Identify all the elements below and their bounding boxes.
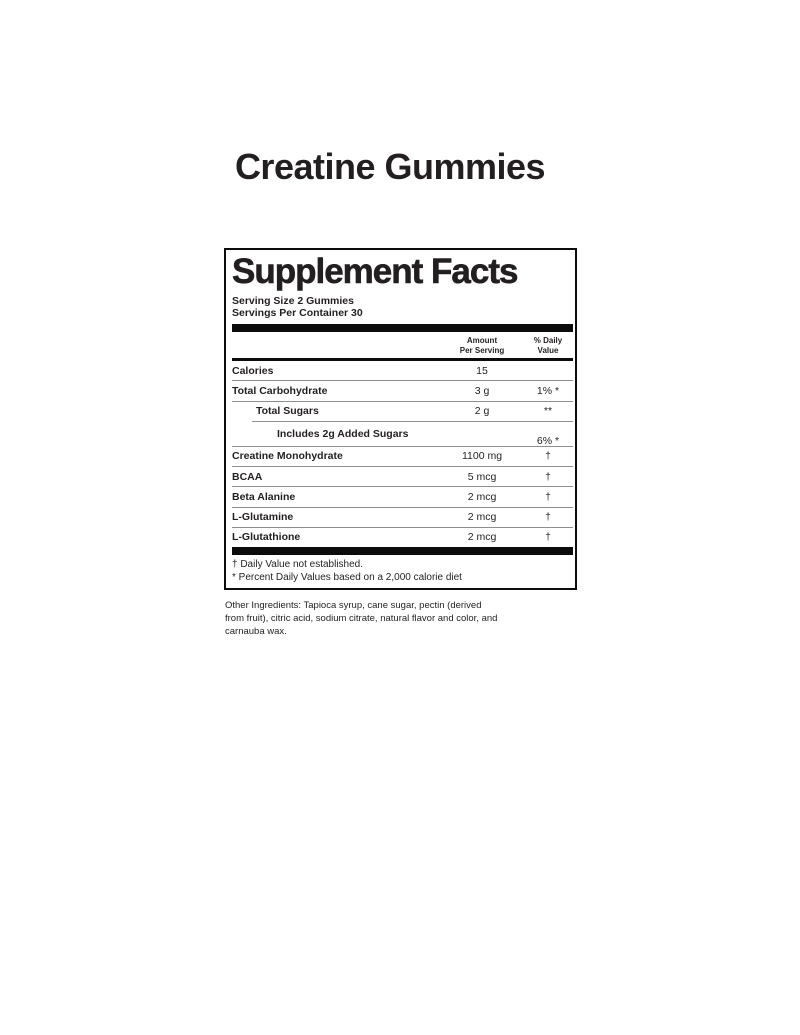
footnote-percent: * Percent Daily Values based on a 2,000 calorie diet [232,571,462,583]
nutrient-name: Includes 2g Added Sugars [277,427,409,440]
nutrient-name: Calories [232,364,274,377]
amount-per-serving-header [441,336,523,355]
amount-header-line2: Per Serving [459,345,505,355]
daily-value: 1% * [536,384,560,397]
servings-per-container: Servings Per Container 30 [232,307,363,319]
amount-value: 1100 mg [461,450,503,463]
footnote-dagger: † Daily Value not established. [232,559,364,570]
nutrient-row-added-sugars [232,422,573,446]
other-ingredients [225,599,497,638]
daily-value-header-line1: % Daily [533,336,563,345]
amount-value: 15 [476,364,488,377]
nutrient-row-total-carbohydrate [232,381,573,400]
amount-value: 2 mcg [467,511,497,524]
daily-value-header-line2: Value [537,345,559,355]
nutrient-name: Total Carbohydrate [232,384,328,397]
daily-value: † [545,490,551,503]
daily-value: 6% * [536,434,560,447]
separator-bar-top [232,324,573,332]
other-ingredients-line: carnauba wax. [225,626,287,637]
daily-value: † [545,511,551,524]
nutrient-name: Beta Alanine [232,490,296,503]
daily-value: † [545,450,551,463]
daily-value: ** [543,405,553,418]
nutrient-row-calories [232,361,573,380]
amount-value: 5 mcg [467,470,497,483]
nutrient-name: L-Glutamine [232,511,294,524]
nutrient-name: L-Glutathione [232,531,301,544]
amount-value: 2 mcg [467,490,497,503]
nutrient-row-bcaa [232,467,573,486]
amount-header-line1: Amount [466,336,498,345]
separator-bar-bottom [232,547,573,555]
nutrient-rows [232,361,573,547]
supplement-facts-panel [224,248,577,590]
nutrient-row-l-glutamine [232,508,573,527]
amount-value: 2 mcg [467,531,497,544]
nutrient-row-l-glutathione [232,528,573,547]
nutrient-name: BCAA [232,470,263,483]
serving-size: Serving Size 2 Gummies [232,295,354,307]
amount-value: 3 g [474,384,490,397]
nutrient-row-total-sugars [232,402,573,421]
daily-value-header [523,336,573,355]
supplement-facts-title: Supplement Facts [232,252,518,291]
amount-value: 2 g [474,405,490,418]
other-ingredients-line: Other Ingredients: Tapioca syrup, cane sugar, pectin (derived [225,600,482,611]
column-header-row [232,332,573,358]
daily-value: † [545,470,551,483]
nutrient-name: Creatine Monohydrate [232,450,343,463]
nutrient-row-creatine-monohydrate [232,447,573,466]
nutrient-name: Total Sugars [256,405,319,418]
daily-value: † [545,531,551,544]
page-title: Creatine Gummies [234,146,546,187]
other-ingredients-line: from fruit), citric acid, sodium citrate, natural flavor and color, and [225,613,498,624]
nutrient-row-beta-alanine [232,487,573,506]
